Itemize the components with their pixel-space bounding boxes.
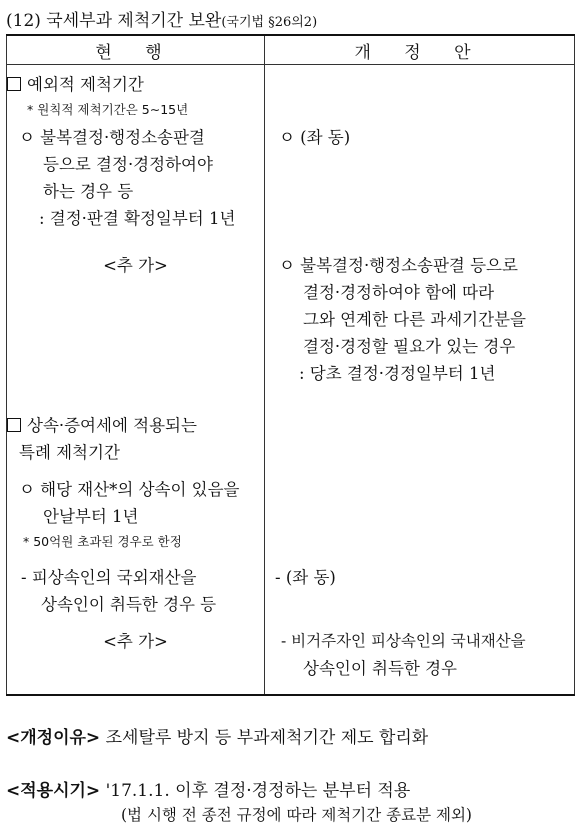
header-current: 현 행 (7, 35, 265, 65)
timing-line (6, 776, 410, 801)
section1-new-line: : 당초 결정·경정일부터 1년 (299, 364, 496, 383)
reason-text: 조세탈루 방지 등 부과제척기간 제도 합리화 (105, 728, 429, 748)
section1-item-line: : 결정·판결 확정일부터 1년 (39, 209, 236, 228)
section2-title-line: 특례 제척기간 (19, 443, 120, 462)
section2-add-marker: <추 가> (103, 632, 168, 651)
section1-new-line: 결정·경정할 필요가 있는 경우 (303, 337, 516, 356)
section2-note: * 50억원 초과된 경우로 한정 (23, 534, 182, 549)
reason-line (6, 723, 428, 748)
section1-new-line: 결정·경정하여야 함에 따라 (303, 283, 495, 302)
timing-note: (법 시행 전 종전 규정에 따라 제척기간 종료분 제외) (121, 806, 472, 824)
comparison-table (6, 34, 575, 696)
section2-sub-line: 상속인이 취득한 경우 등 (41, 595, 217, 614)
heading-title: (12) 국세부과 제척기간 보완 (6, 11, 222, 31)
heading-law-reference: (국기법 §26의2) (221, 15, 318, 30)
section1-new-line: ㅇ 불복결정·행정소송판결 등으로 (279, 256, 518, 275)
section1-note: * 원칙적 제척기간은 5∼15년 (27, 102, 189, 117)
section1-item-line: ㅇ 불복결정·행정소송판결 (19, 128, 205, 147)
section1-title: 예외적 제척기간 (7, 71, 264, 98)
section2-item-line: 안날부터 1년 (43, 507, 139, 526)
section2-title: 상속·증여세에 적용되는 (7, 412, 264, 439)
timing-label: <적용시기> (6, 781, 101, 801)
section1-item-line: 하는 경우 등 (43, 182, 134, 201)
section1-item-line: 등으로 결정·경정하여야 (43, 155, 213, 174)
section1-new-line: 그와 연계한 다른 과세기간분을 (303, 310, 526, 329)
section1-right-same: ㅇ (좌 동) (279, 128, 351, 147)
header-revised: 개 정 안 (265, 35, 575, 65)
section2-item-line: ㅇ 해당 재산*의 상속이 있음을 (19, 480, 240, 499)
section2-right-same: - (좌 동) (275, 568, 336, 587)
section1-add-marker: <추 가> (103, 256, 168, 275)
reason-label: <개정이유> (6, 728, 101, 748)
section2-sub-line: - 피상속인의 국외재산을 (21, 568, 197, 587)
section-heading (6, 6, 317, 31)
checkbox-square-icon (7, 418, 21, 432)
checkbox-square-icon (7, 77, 21, 91)
timing-text: '17.1.1. 이후 결정·경정하는 분부터 적용 (105, 781, 411, 801)
section2-new-line: - 비거주자인 피상속인의 국내재산을 (281, 632, 526, 650)
section2-new-line: 상속인이 취득한 경우 (303, 659, 457, 678)
